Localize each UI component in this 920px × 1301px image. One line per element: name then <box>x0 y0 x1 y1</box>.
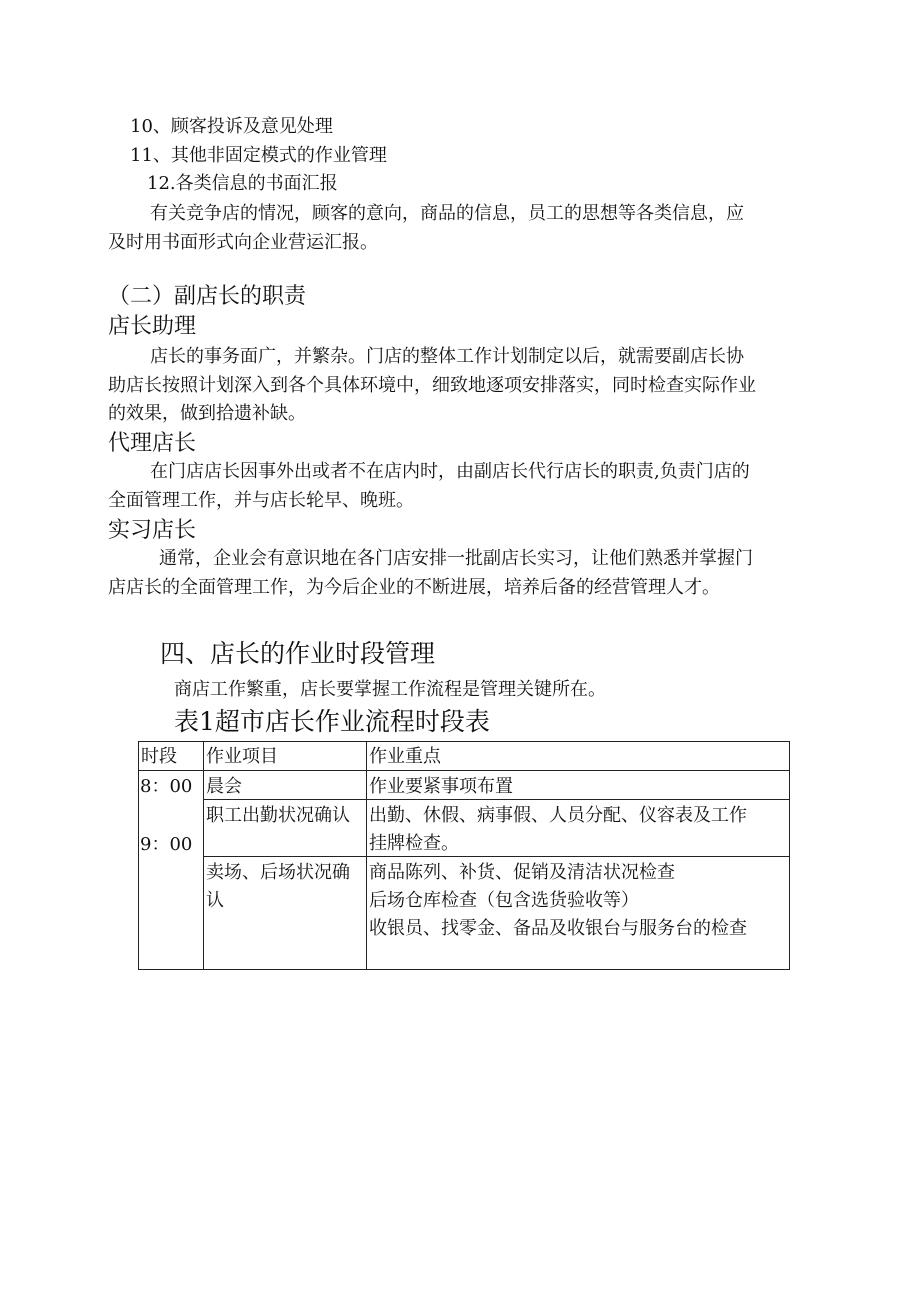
table-cell-point: 挂牌检查。 <box>369 833 459 854</box>
paragraph-line: 的效果，做到拾遗补缺。 <box>108 403 306 424</box>
paragraph-line: 店店长的全面管理工作，为今后企业的不断进展，培养后备的经营管理人才。 <box>108 577 720 598</box>
list-item-10: 10、顾客投诉及意见处理 <box>130 116 333 137</box>
table-cell-item: 认 <box>206 890 224 911</box>
table-caption: 表1超市店长作业流程时段表 <box>174 707 490 736</box>
table-cell-point: 作业要紧事项布置 <box>369 776 513 797</box>
table-header-item: 作业项目 <box>206 746 278 767</box>
table-cell-time-end: 9：00 <box>140 834 193 855</box>
paragraph-line: 通常，企业会有意识地在各门店安排一批副店长实习，让他们熟悉并掌握门 <box>159 548 753 569</box>
list-item-12: 12.各类信息的书面汇报 <box>147 173 338 194</box>
subheading-acting: 代理店长 <box>108 431 197 456</box>
paragraph-line: 有关竞争店的情况，顾客的意向，商品的信息，员工的思想等各类信息，应 <box>150 203 744 224</box>
table-row-divider <box>203 856 789 857</box>
paragraph-line: 在门店店长因事外出或者不在店内时，由副店长代行店长的职责,负责门店的 <box>150 461 750 482</box>
table-cell-point: 商品陈列、补货、促销及清洁状况检查 <box>369 862 675 883</box>
table-cell-point: 后场仓库检查（包含选货验收等） <box>369 890 639 911</box>
schedule-table <box>138 741 790 970</box>
paragraph-line: 全面管理工作，并与店长轮早、晚班。 <box>108 490 414 511</box>
table-row-divider <box>203 799 789 800</box>
paragraph-line: 店长的事务面广，并繁杂。门店的整体工作计划制定以后，就需要副店长协 <box>150 346 744 367</box>
section-heading-deputy: （二）副店长的职责 <box>108 284 307 309</box>
list-item-11: 11、其他非固定模式的作业管理 <box>130 145 387 166</box>
section-intro: 商店工作繁重，店长要掌握工作流程是管理关键所在。 <box>174 679 606 700</box>
table-cell-item: 晨会 <box>206 776 242 797</box>
table-header-points: 作业重点 <box>369 746 441 767</box>
section-heading-four: 四、店长的作业时段管理 <box>160 639 436 668</box>
subheading-intern: 实习店长 <box>108 518 197 543</box>
table-header-time: 时段 <box>141 746 177 767</box>
table-row-divider <box>139 770 789 771</box>
table-cell-item: 职工出勤状况确认 <box>206 805 350 826</box>
table-cell-point: 收银员、找零金、备品及收银台与服务台的检查 <box>369 918 747 939</box>
paragraph-line: 助店长按照计划深入到各个具体环境中，细致地逐项安排落实，同时检查实际作业 <box>108 375 756 396</box>
table-cell-time-start: 8：00 <box>140 776 193 797</box>
table-cell-item: 卖场、后场状况确 <box>206 862 350 883</box>
subheading-assistant: 店长助理 <box>108 314 197 339</box>
paragraph-line: 及时用书面形式向企业营运汇报。 <box>108 232 378 253</box>
table-cell-point: 出勤、休假、病事假、人员分配、仪容表及工作 <box>369 805 747 826</box>
